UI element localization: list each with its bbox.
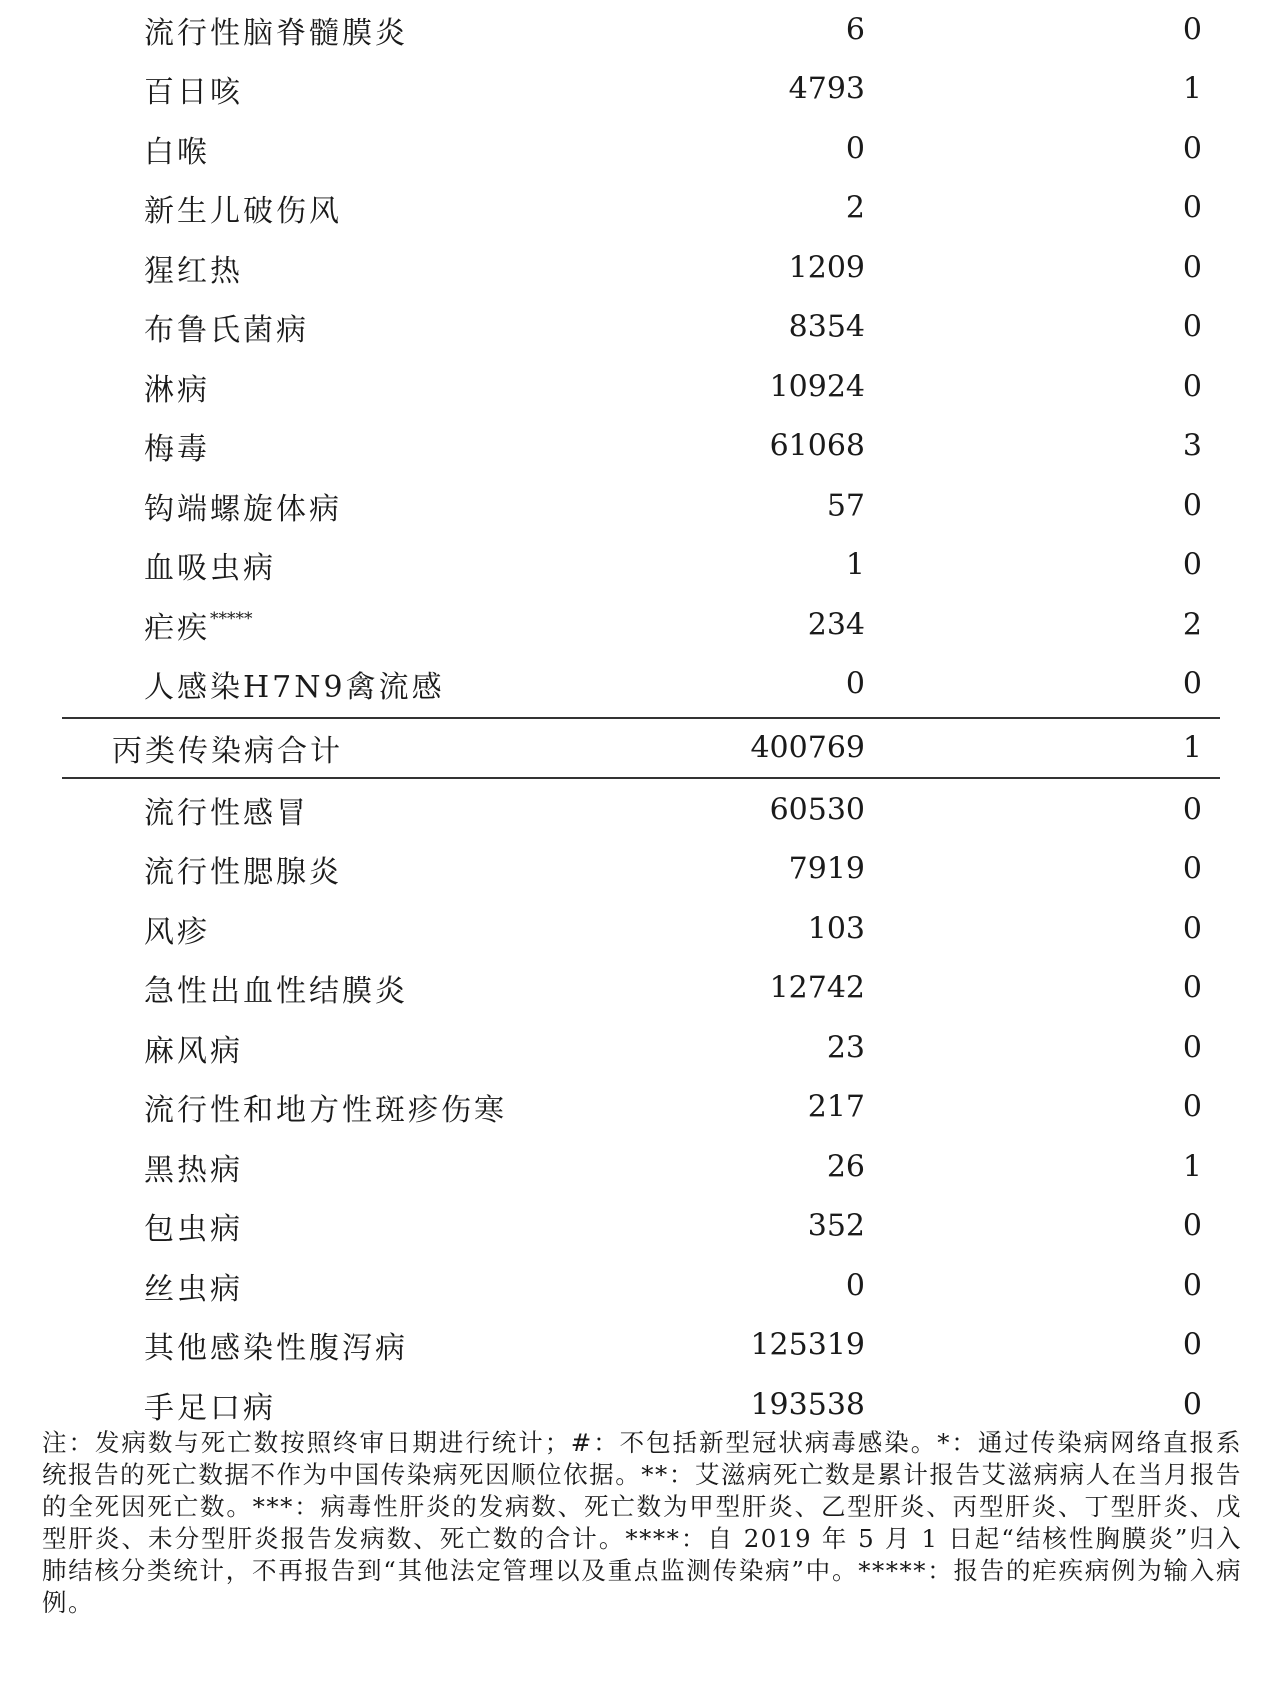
- case-count: 0: [845, 131, 865, 167]
- disease-name: 梅毒: [144, 432, 210, 468]
- subtotal-row: [62, 717, 1220, 779]
- disease-name: 流行性感冒: [144, 795, 309, 831]
- table-row: [62, 476, 1220, 536]
- case-count: 26: [826, 1149, 865, 1185]
- table-row: [62, 1197, 1220, 1257]
- case-count: 352: [807, 1208, 865, 1244]
- death-count: 0: [1182, 190, 1202, 226]
- table-row: [62, 1018, 1220, 1078]
- table-row: [62, 119, 1220, 179]
- table-row: [62, 1256, 1220, 1316]
- footnote: 注：发病数与死亡数按照终审日期进行统计；#：不包括新型冠状病毒感染。*：通过传染病网络直报系统报告的死亡数据不作为中国传染病死因顺位依据。**：艾滋病死亡数是累计报告艾滋病病人在当月报告的全死因死亡数。***：病毒性肝炎的发病数、死亡数为甲型肝炎、乙型肝炎、丙型肝炎、丁型肝炎、戊型肝炎、未分型肝炎报告发病数、死亡数的合计。****：自 2019 年 5 月 1 日起“结核性胸膜炎”归入肺结核分类统计，不再报告到“其他法定管理以及重点监测传染病”中。*****：报告的疟疾病例为输入病例。: [42, 1428, 1242, 1617]
- death-count: 1: [1182, 71, 1202, 107]
- case-count: 61068: [769, 428, 865, 464]
- death-count: 0: [1182, 851, 1202, 887]
- table-row: [62, 179, 1220, 239]
- disease-name: 丝虫病: [144, 1271, 243, 1307]
- subtotal-case-count: 400769: [750, 730, 865, 766]
- table-row: [62, 780, 1220, 840]
- death-count: 0: [1182, 369, 1202, 405]
- death-count: 0: [1182, 970, 1202, 1006]
- disease-name: 黑热病: [144, 1152, 243, 1188]
- disease-name: 猩红热: [144, 253, 243, 289]
- disease-name: 新生儿破伤风: [144, 194, 342, 230]
- death-count: 0: [1182, 1089, 1202, 1125]
- death-count: 0: [1182, 488, 1202, 524]
- disease-name: 血吸虫病: [144, 551, 276, 587]
- case-count: 8354: [788, 309, 865, 345]
- death-count: 0: [1182, 1208, 1202, 1244]
- disease-name: [144, 603, 253, 647]
- case-count: 12742: [769, 970, 865, 1006]
- table-row: [62, 959, 1220, 1019]
- table-row: [62, 0, 1220, 60]
- disease-name: 流行性脑脊髓膜炎: [144, 15, 408, 51]
- table-row: [62, 1078, 1220, 1138]
- table-row: [62, 238, 1220, 298]
- subtotal-label: 丙类传染病合计: [112, 734, 343, 769]
- subtotal-death-count: 1: [1182, 730, 1202, 766]
- death-count: 0: [1182, 250, 1202, 286]
- death-count: 0: [1182, 1268, 1202, 1304]
- case-count: 10924: [769, 369, 865, 405]
- table-row: [62, 298, 1220, 358]
- table-row: [62, 60, 1220, 120]
- case-count: 0: [845, 666, 865, 702]
- death-count: 0: [1182, 1327, 1202, 1363]
- table-row: [62, 899, 1220, 959]
- table-row: [62, 1375, 1220, 1435]
- disease-name: 白喉: [144, 134, 210, 170]
- case-count: 1209: [788, 250, 865, 286]
- disease-name: 流行性腮腺炎: [144, 855, 342, 891]
- case-count: 6: [845, 12, 865, 48]
- death-count: 0: [1182, 792, 1202, 828]
- death-count: 0: [1182, 666, 1202, 702]
- disease-name: 人感染H7N9禽流感: [144, 670, 445, 706]
- case-count: 193538: [750, 1387, 865, 1423]
- table-row: [62, 1137, 1220, 1197]
- death-count: 0: [1182, 547, 1202, 583]
- disease-name: 其他感染性腹泻病: [144, 1331, 408, 1367]
- death-count: 0: [1182, 309, 1202, 345]
- case-count: 2: [845, 190, 865, 226]
- death-count: 0: [1182, 1387, 1202, 1423]
- disease-name: 流行性和地方性斑疹伤寒: [144, 1093, 507, 1129]
- case-count: 234: [807, 607, 865, 643]
- disease-name: 包虫病: [144, 1212, 243, 1248]
- case-count: 1: [845, 547, 865, 583]
- table-row: [62, 536, 1220, 596]
- disease-name: 风疹: [144, 914, 210, 950]
- disease-name: 急性出血性结膜炎: [144, 974, 408, 1010]
- death-count: 2: [1182, 607, 1202, 643]
- case-count: 0: [845, 1268, 865, 1304]
- disease-statistics-table: [62, 0, 1220, 1435]
- case-count: 103: [807, 911, 865, 947]
- death-count: 0: [1182, 131, 1202, 167]
- table-row: [62, 417, 1220, 477]
- death-count: 1: [1182, 1149, 1202, 1185]
- table-row: [62, 840, 1220, 900]
- table-row: [62, 1316, 1220, 1376]
- disease-name: 百日咳: [144, 75, 243, 111]
- disease-name: 手足口病: [144, 1390, 276, 1426]
- case-count: 4793: [788, 71, 865, 107]
- death-count: 0: [1182, 911, 1202, 947]
- case-count: 217: [807, 1089, 865, 1125]
- death-count: 0: [1182, 1030, 1202, 1066]
- case-count: 60530: [769, 792, 865, 828]
- footnote-marker: *****: [210, 608, 253, 629]
- case-count: 7919: [788, 851, 865, 887]
- death-count: 3: [1182, 428, 1202, 464]
- table-row: [62, 595, 1220, 655]
- disease-name: 麻风病: [144, 1033, 243, 1069]
- death-count: 0: [1182, 12, 1202, 48]
- case-count: 125319: [750, 1327, 865, 1363]
- disease-name: 淋病: [144, 372, 210, 408]
- table-row: [62, 357, 1220, 417]
- case-count: 23: [826, 1030, 865, 1066]
- table-row: [62, 655, 1220, 715]
- disease-name: 布鲁氏菌病: [144, 313, 309, 349]
- disease-name-text: 疟疾: [144, 610, 210, 646]
- disease-name: 钩端螺旋体病: [144, 491, 342, 527]
- case-count: 57: [826, 488, 865, 524]
